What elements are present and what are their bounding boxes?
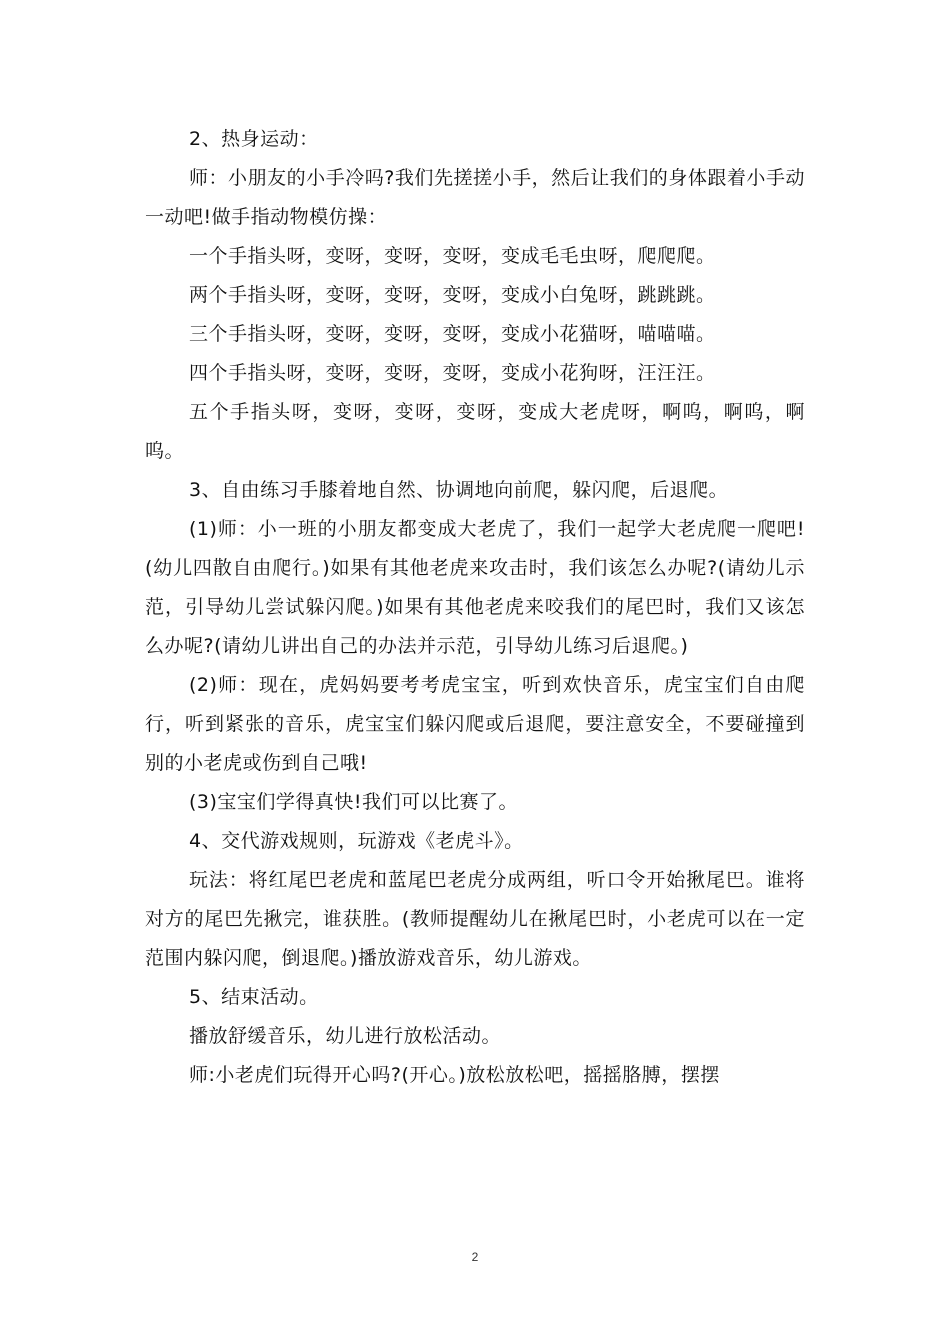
paragraph: 4、交代游戏规则，玩游戏《老虎斗》。 — [189, 830, 524, 852]
document-body — [145, 120, 805, 1095]
paragraph: 一个手指头呀，变呀，变呀，变呀，变成毛毛虫呀，爬爬爬。 — [189, 245, 716, 267]
paragraph: 五个手指头呀，变呀，变呀，变呀，变成大老虎呀，啊呜，啊呜，啊呜。 — [145, 401, 805, 462]
page-number: 2 — [471, 1250, 479, 1264]
paragraph: 师:小老虎们玩得开心吗?(开心。)放松放松吧，摇摇胳膊，摆摆 — [189, 1064, 720, 1086]
paragraph: 四个手指头呀，变呀，变呀，变呀，变成小花狗呀，汪汪汪。 — [189, 362, 716, 384]
paragraph: (1)师：小一班的小朋友都变成大老虎了，我们一起学大老虎爬一爬吧!(幼儿四散自由爬行。)如果有其他老虎来攻击时，我们该怎么办呢?(请幼儿示范，引导幼儿尝试躲闪爬。)如果有其他老虎来咬我们的尾巴时，我们又该怎么办呢?(请幼儿讲出自己的办法并示范，引导幼儿练习后退爬。) — [145, 518, 805, 657]
paragraph: 两个手指头呀，变呀，变呀，变呀，变成小白兔呀，跳跳跳。 — [189, 284, 716, 306]
paragraph: (2)师：现在，虎妈妈要考考虎宝宝，听到欢快音乐，虎宝宝们自由爬行，听到紧张的音乐，虎宝宝们躲闪爬或后退爬，要注意安全，不要碰撞到别的小老虎或伤到自己哦! — [145, 674, 805, 774]
paragraph: 3、自由练习手膝着地自然、协调地向前爬，躲闪爬，后退爬。 — [189, 479, 729, 501]
paragraph: 2、热身运动： — [189, 128, 319, 150]
paragraph: 师：小朋友的小手冷吗?我们先搓搓小手，然后让我们的身体跟着小手动一动吧!做手指动物模仿操： — [145, 167, 805, 228]
paragraph: (3)宝宝们学得真快!我们可以比赛了。 — [189, 791, 519, 813]
paragraph: 玩法：将红尾巴老虎和蓝尾巴老虎分成两组，听口令开始揪尾巴。谁将对方的尾巴先揪完，谁获胜。(教师提醒幼儿在揪尾巴时，小老虎可以在一定范围内躲闪爬，倒退爬。)播放游戏音乐，幼儿游戏。 — [145, 869, 805, 969]
paragraph: 播放舒缓音乐，幼儿进行放松活动。 — [189, 1025, 502, 1047]
paragraph: 三个手指头呀，变呀，变呀，变呀，变成小花猫呀，喵喵喵。 — [189, 323, 716, 345]
paragraph: 5、结束活动。 — [189, 986, 319, 1008]
